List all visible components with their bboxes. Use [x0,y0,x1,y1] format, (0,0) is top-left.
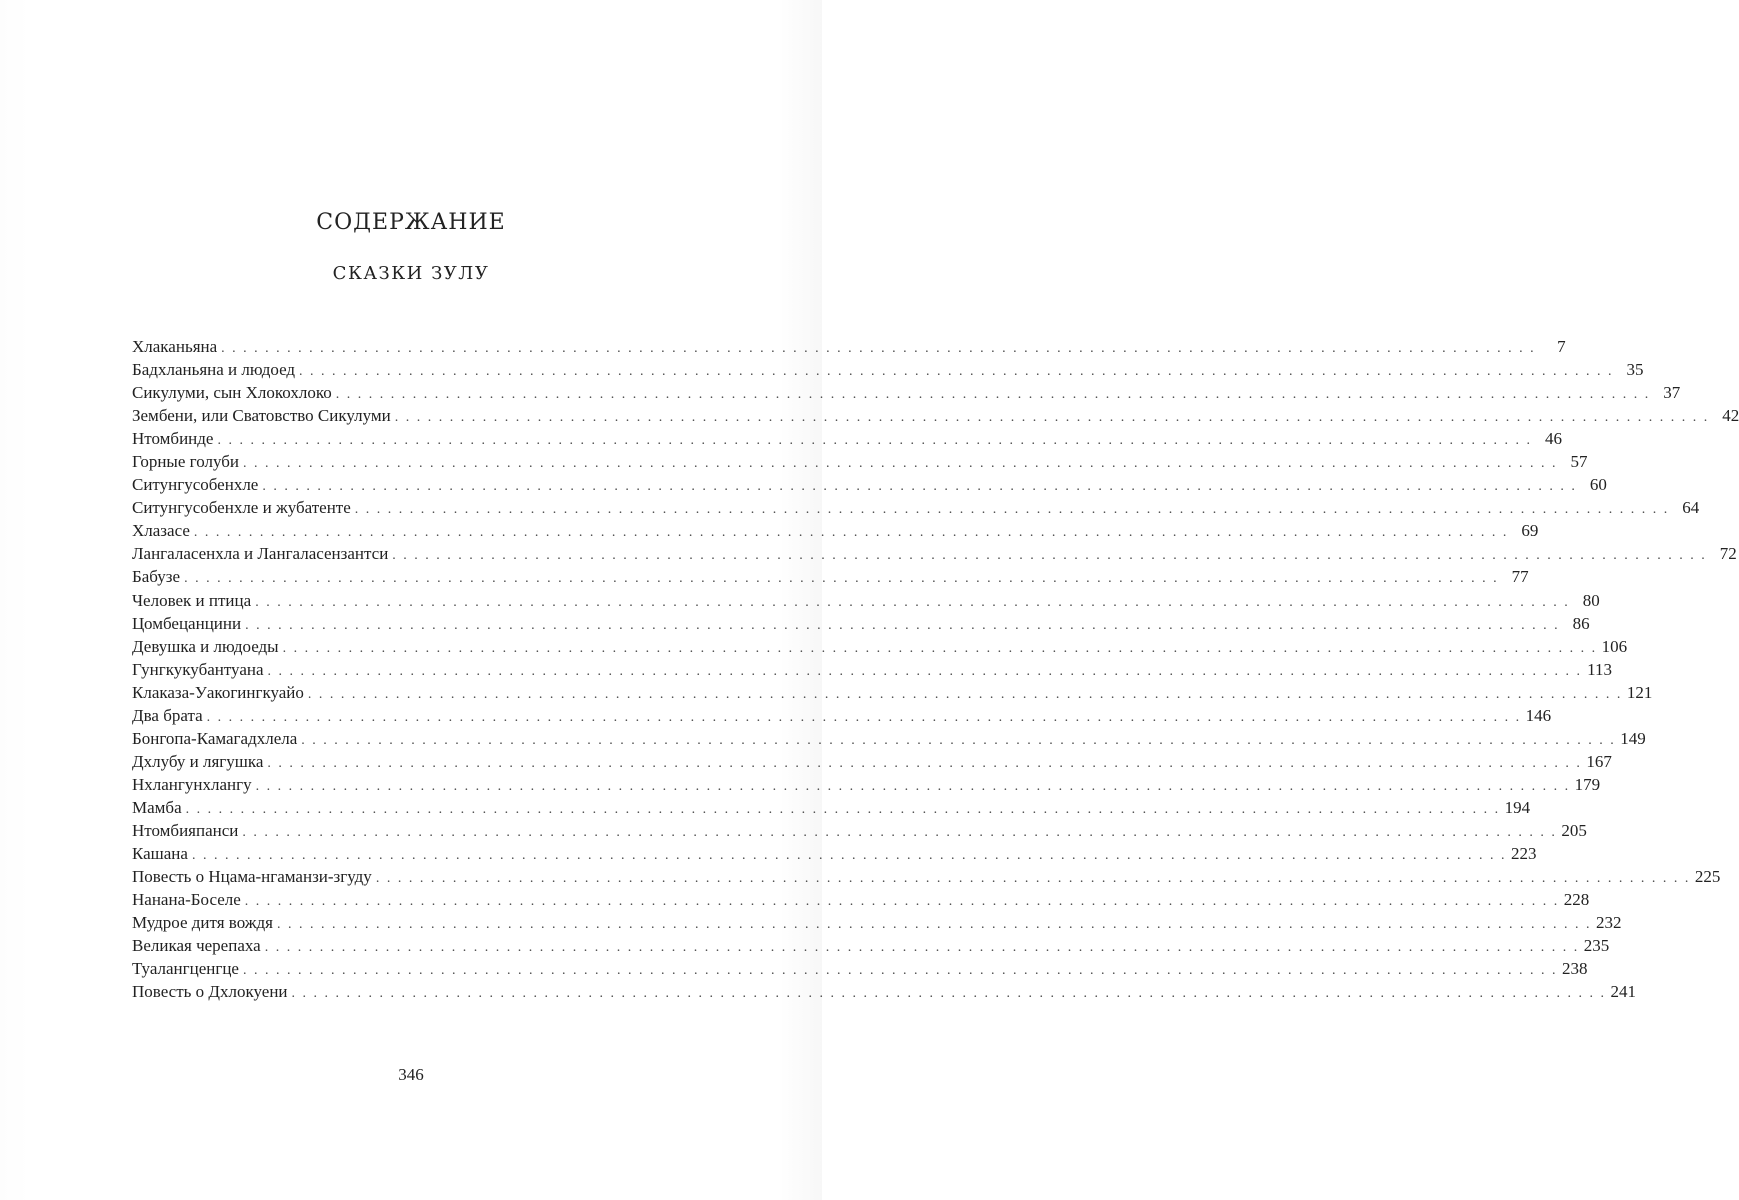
toc-entry-page: 37 [1663,383,1681,403]
toc-entry-page: 179 [1574,774,1601,794]
toc-entry-page: 69 [1521,521,1539,541]
dot-leader: . . . . . . . . . . . . . . . . . . . . . . . . . . . . . . . . . . . . . . . . . . . . . . . . . . . . . . . . . . . . . . . . . . . . . . . . . . . . . . . . . . . . . . . . . . . . . . . . . . . . . . . . . . . . . . . . . . . . . . . . [307,686,1623,702]
toc-entry-page: 86 [1572,613,1590,633]
toc-entry [132,589,1600,612]
toc-entry-title: Бадхланьяна и людоед [132,360,296,380]
dot-leader: . . . . . . . . . . . . . . . . . . . . . . . . . . . . . . . . . . . . . . . . . . . . . . . . . . . . . . . . . . . . . . . . . . . . . . . . . . . . . . . . . . . . . . . . . . . . . . . . . . . . . . . . . . . . . . . . . . . . . . . . [282,640,1598,656]
dot-leader: . . . . . . . . . . . . . . . . . . . . . . . . . . . . . . . . . . . . . . . . . . . . . . . . . . . . . . . . . . . . . . . . . . . . . . . . . . . . . . . . . . . . . . . . . . . . . . . . . . . . . . . . . . . . . . . . . . . . . . . . [301,732,1616,748]
toc-entry [132,335,1566,358]
toc-entry-page: 60 [1589,475,1607,495]
toc-entry-title: Ситунгусобенхле и жубатенте [132,498,351,518]
section-title: СКАЗКИ ЗУЛУ [332,263,490,284]
toc-entry-page: 42 [1722,406,1739,426]
toc-entry-page: 228 [1563,890,1590,910]
toc-entry [132,888,1590,911]
toc-entry-page: 113 [1587,659,1613,679]
toc-entry [132,865,1721,888]
toc-entry-page: 146 [1525,705,1552,725]
dot-leader: . . . . . . . . . . . . . . . . . . . . . . . . . . . . . . . . . . . . . . . . . . . . . . . . . . . . . . . . . . . . . . . . . . . . . . . . . . . . . . . . . . . . . . . . . . . . . . . . . . . . . . . . . . . . . . . . . . . . . . . . [242,824,1557,840]
toc-entry [132,957,1588,980]
toc-entry-title: Туалангценгце [132,959,239,979]
toc-entry-title: Два брата [132,705,203,725]
toc-entry-page: 7 [1557,337,1566,356]
toc-entry [132,796,1531,819]
dot-leader: . . . . . . . . . . . . . . . . . . . . . . . . . . . . . . . . . . . . . . . . . . . . . . . . . . . . . . . . . . . . . . . . . . . . . . . . . . . . . . . . . . . . . . . . . . . . . . . . . . . . . . . . . . . . . . . . . . . . . . . . [392,548,1707,564]
toc-entry [132,542,1737,565]
dot-leader: . . . . . . . . . . . . . . . . . . . . . . . . . . . . . . . . . . . . . . . . . . . . . . . . . . . . . . . . . . . . . . . . . . . . . . . . . . . . . . . . . . . . . . . . . . . . . . . . . . . . . . . . . . . . . . . . . . . . . . . . [191,848,1507,864]
toc-entry-title: Повесть о Нцама-нгаманзи-згуду [132,867,372,887]
toc-entry-page: 167 [1586,751,1612,771]
toc-entry-page: 194 [1504,797,1531,817]
dot-leader: . . . . . . . . . . . . . . . . . . . . . . . . . . . . . . . . . . . . . . . . . . . . . . . . . . . . . . . . . . . . . . . . . . . . . . . . . . . . . . . . . . . . . . . . . . . . . . . . . . . . . . . . . . . . . . . . . . . . . . . . [375,871,1691,887]
toc-entry [132,612,1590,635]
toc-entry [132,381,1681,404]
toc-entry [132,980,1637,1003]
toc-entry [132,358,1644,381]
toc-entry-title: Девушка и людоеды [132,636,279,656]
toc-entry-title: Хлаканьяна [132,337,218,356]
toc-entry-title: Бабузе [132,567,181,587]
dot-leader: . . . . . . . . . . . . . . . . . . . . . . . . . . . . . . . . . . . . . . . . . . . . . . . . . . . . . . . . . . . . . . . . . . . . . . . . . . . . . . . . . . . . . . . . . . . . . . . . . . . . . . . . . . . . . . . . . . . . . . . . [193,525,1509,541]
toc-entry [132,704,1552,727]
dot-leader: . . . . . . . . . . . . . . . . . . . . . . . . . . . . . . . . . . . . . . . . . . . . . . . . . . . . . . . . . . . . . . . . . . . . . . . . . . . . . . . . . . . . . . . . . . . . . . . . . . . . . . . . . . . . . . . . . . . . . . . . [267,755,1582,771]
toc-entry [132,473,1607,496]
toc-entry-title: Зембени, или Сватовство Сикулуми [132,406,391,426]
dot-leader: . . . . . . . . . . . . . . . . . . . . . . . . . . . . . . . . . . . . . . . . . . . . . . . . . . . . . . . . . . . . . . . . . . . . . . . . . . . . . . . . . . . . . . . . . . . . . . . . . . . . . . . . . . . . . . . . . . . . . . . . [242,456,1558,472]
dot-leader: . . . . . . . . . . . . . . . . . . . . . . . . . . . . . . . . . . . . . . . . . . . . . . . . . . . . . . . . . . . . . . . . . . . . . . . . . . . . . . . . . . . . . . . . . . . . . . . . . . . . . . . . . . . . . . . . . . . . . . . . [255,594,1570,610]
toc-entry-page: 77 [1511,567,1529,587]
dot-leader: . . . . . . . . . . . . . . . . . . . . . . . . . . . . . . . . . . . . . . . . . . . . . . . . . . . . . . . . . . . . . . . . . . . . . . . . . . . . . . . . . . . . . . . . . . . . . . . . . . . . . . . . . . . . . . . . . . . . . . . . [185,801,1501,817]
dot-leader: . . . . . . . . . . . . . . . . . . . . . . . . . . . . . . . . . . . . . . . . . . . . . . . . . . . . . . . . . . . . . . . . . . . . . . . . . . . . . . . . . . . . . . . . . . . . . . . . . . . . . . . . . . . . . . . . . . . . . . . . [206,709,1522,725]
dot-leader: . . . . . . . . . . . . . . . . . . . . . . . . . . . . . . . . . . . . . . . . . . . . . . . . . . . . . . . . . . . . . . . . . . . . . . . . . . . . . . . . . . . . . . . . . . . . . . . . . . . . . . . . . . . . . . . . . . . . . . . . [217,433,1532,449]
dot-leader: . . . . . . . . . . . . . . . . . . . . . . . . . . . . . . . . . . . . . . . . . . . . . . . . . . . . . . . . . . . . . . . . . . . . . . . . . . . . . . . . . . . . . . . . . . . . . . . . . . . . . . . . . . . . . . . . . . . . . . . . [262,479,1577,495]
toc-entry-title: Гунгкукубантуана [132,659,264,679]
toc-entry-page: 106 [1601,636,1628,656]
toc-entry-title: Мамба [132,797,182,817]
toc-entry-page: 205 [1561,820,1587,840]
toc-entry [132,427,1562,450]
dot-leader: . . . . . . . . . . . . . . . . . . . . . . . . . . . . . . . . . . . . . . . . . . . . . . . . . . . . . . . . . . . . . . . . . . . . . . . . . . . . . . . . . . . . . . . . . . . . . . . . . . . . . . . . . . . . . . . . . . . . . . . . [267,663,1583,679]
dot-leader: . . . . . . . . . . . . . . . . . . . . . . . . . . . . . . . . . . . . . . . . . . . . . . . . . . . . . . . . . . . . . . . . . . . . . . . . . . . . . . . . . . . . . . . . . . . . . . . . . . . . . . . . . . . . . . . . . . . . . . . . [394,410,1710,426]
toc-entry-page: 64 [1682,498,1700,518]
toc-entry [132,635,1628,658]
toc-entry-title: Бонгопа-Камагадхлела [132,728,298,748]
toc-entry [132,750,1612,773]
toc-entry-title: Цомбецанцини [132,613,242,633]
toc-entry-title: Горные голуби [132,452,239,472]
dot-leader: . . . . . . . . . . . . . . . . . . . . . . . . . . . . . . . . . . . . . . . . . . . . . . . . . . . . . . . . . . . . . . . . . . . . . . . . . . . . . . . . . . . . . . . . . . . . . . . . . . . . . . . . . . . . . . . . . . . . . . . . [299,364,1614,380]
dot-leader: . . . . . . . . . . . . . . . . . . . . . . . . . . . . . . . . . . . . . . . . . . . . . . . . . . . . . . . . . . . . . . . . . . . . . . . . . . . . . . . . . . . . . . . . . . . . . . . . . . . . . . . . . . . . . . . . . . . . . . . . [245,617,1560,633]
toc-entry [132,519,1539,542]
toc-entry-title: Мудрое дитя вождя [132,913,273,933]
toc-entry-page: 121 [1626,682,1653,702]
dot-leader: . . . . . . . . . . . . . . . . . . . . . . . . . . . . . . . . . . . . . . . . . . . . . . . . . . . . . . . . . . . . . . . . . . . . . . . . . . . . . . . . . . . . . . . . . . . . . . . . . . . . . . . . . . . . . . . . . . . . . . . . [255,778,1571,794]
toc-entry [132,934,1610,957]
toc-entry-page: 72 [1719,544,1737,564]
dot-leader: . . . . . . . . . . . . . . . . . . . . . . . . . . . . . . . . . . . . . . . . . . . . . . . . . . . . . . . . . . . . . . . . . . . . . . . . . . . . . . . . . . . . . . . . . . . . . . . . . . . . . . . . . . . . . . . . . . . . . . . . [291,986,1607,1002]
toc-entry-title: Великая черепаха [132,936,261,956]
toc-entry-title: Повесть о Дхлокуени [132,982,288,1002]
toc-entry [132,773,1601,796]
toc-entry-page: 80 [1582,590,1600,610]
toc-entry-title: Дхлубу и лягушка [132,751,264,771]
toc-entry [132,658,1613,681]
toc-entry-title: Сикулуми, сын Хлокохлоко [132,383,332,403]
toc-entry-title: Клаказа-Уакогингкуайо [132,682,304,702]
toc-entry-page: 57 [1570,452,1588,472]
table-of-contents [132,335,1739,1003]
dot-leader: . . . . . . . . . . . . . . . . . . . . . . . . . . . . . . . . . . . . . . . . . . . . . . . . . . . . . . . . . . . . . . . . . . . . . . . . . . . . . . . . . . . . . . . . . . . . . . . . . . . . . . . . . . . . . . . . . . . . . . . . [184,571,1499,587]
toc-entry-title: Лангаласенхла и Лангаласензантси [132,544,389,564]
toc-entry [132,727,1646,750]
toc-entry-title: Нанана-Боселе [132,890,241,910]
toc-entry-page: 223 [1510,844,1537,864]
toc-entry [132,496,1700,519]
toc-entry-title: Нхлангунхлангу [132,774,252,794]
toc-entry-title: Нтомбияпанси [132,820,239,840]
toc-entry [132,404,1739,427]
dot-leader: . . . . . . . . . . . . . . . . . . . . . . . . . . . . . . . . . . . . . . . . . . . . . . . . . . . . . . . . . . . . . . . . . . . . . . . . . . . . . . . . . . . . . . . . . . . . . . . . . . . . . . . . . . . . . . . . . . . . . . . . [221,341,1536,356]
toc-entry [132,565,1529,588]
toc-entry-page: 225 [1694,867,1721,887]
dot-leader: . . . . . . . . . . . . . . . . . . . . . . . . . . . . . . . . . . . . . . . . . . . . . . . . . . . . . . . . . . . . . . . . . . . . . . . . . . . . . . . . . . . . . . . . . . . . . . . . . . . . . . . . . . . . . . . . . . . . . . . . [244,894,1560,910]
dot-leader: . . . . . . . . . . . . . . . . . . . . . . . . . . . . . . . . . . . . . . . . . . . . . . . . . . . . . . . . . . . . . . . . . . . . . . . . . . . . . . . . . . . . . . . . . . . . . . . . . . . . . . . . . . . . . . . . . . . . . . . . [277,917,1592,933]
dot-leader: . . . . . . . . . . . . . . . . . . . . . . . . . . . . . . . . . . . . . . . . . . . . . . . . . . . . . . . . . . . . . . . . . . . . . . . . . . . . . . . . . . . . . . . . . . . . . . . . . . . . . . . . . . . . . . . . . . . . . . . . [264,940,1580,956]
toc-entry [132,819,1587,842]
toc-entry-title: Кашана [132,844,188,864]
toc-entry [132,911,1622,934]
toc-entry [132,842,1537,865]
toc-entry-page: 238 [1561,959,1588,979]
toc-entry-page: 235 [1583,936,1610,956]
dot-leader: . . . . . . . . . . . . . . . . . . . . . . . . . . . . . . . . . . . . . . . . . . . . . . . . . . . . . . . . . . . . . . . . . . . . . . . . . . . . . . . . . . . . . . . . . . . . . . . . . . . . . . . . . . . . . . . . . . . . . . . . [354,502,1670,518]
page-number: 346 [398,1065,424,1084]
toc-entry-page: 241 [1610,982,1637,1002]
dot-leader: . . . . . . . . . . . . . . . . . . . . . . . . . . . . . . . . . . . . . . . . . . . . . . . . . . . . . . . . . . . . . . . . . . . . . . . . . . . . . . . . . . . . . . . . . . . . . . . . . . . . . . . . . . . . . . . . . . . . . . . . [335,387,1651,403]
toc-entry [132,450,1588,473]
toc-entry-title: Человек и птица [132,590,252,610]
toc-entry-page: 232 [1596,913,1622,933]
toc-entry-title: Нтомбинде [132,429,214,449]
toc-entry-title: Хлазасе [132,521,190,541]
toc-entry [132,681,1653,704]
toc-entry-title: Ситунгусобенхле [132,475,259,495]
toc-entry-page: 46 [1544,429,1562,449]
page-title: СОДЕРЖАНИЕ [316,210,506,235]
dot-leader: . . . . . . . . . . . . . . . . . . . . . . . . . . . . . . . . . . . . . . . . . . . . . . . . . . . . . . . . . . . . . . . . . . . . . . . . . . . . . . . . . . . . . . . . . . . . . . . . . . . . . . . . . . . . . . . . . . . . . . . . [242,963,1558,979]
toc-entry-page: 35 [1626,360,1644,380]
toc-entry-page: 149 [1620,728,1646,748]
